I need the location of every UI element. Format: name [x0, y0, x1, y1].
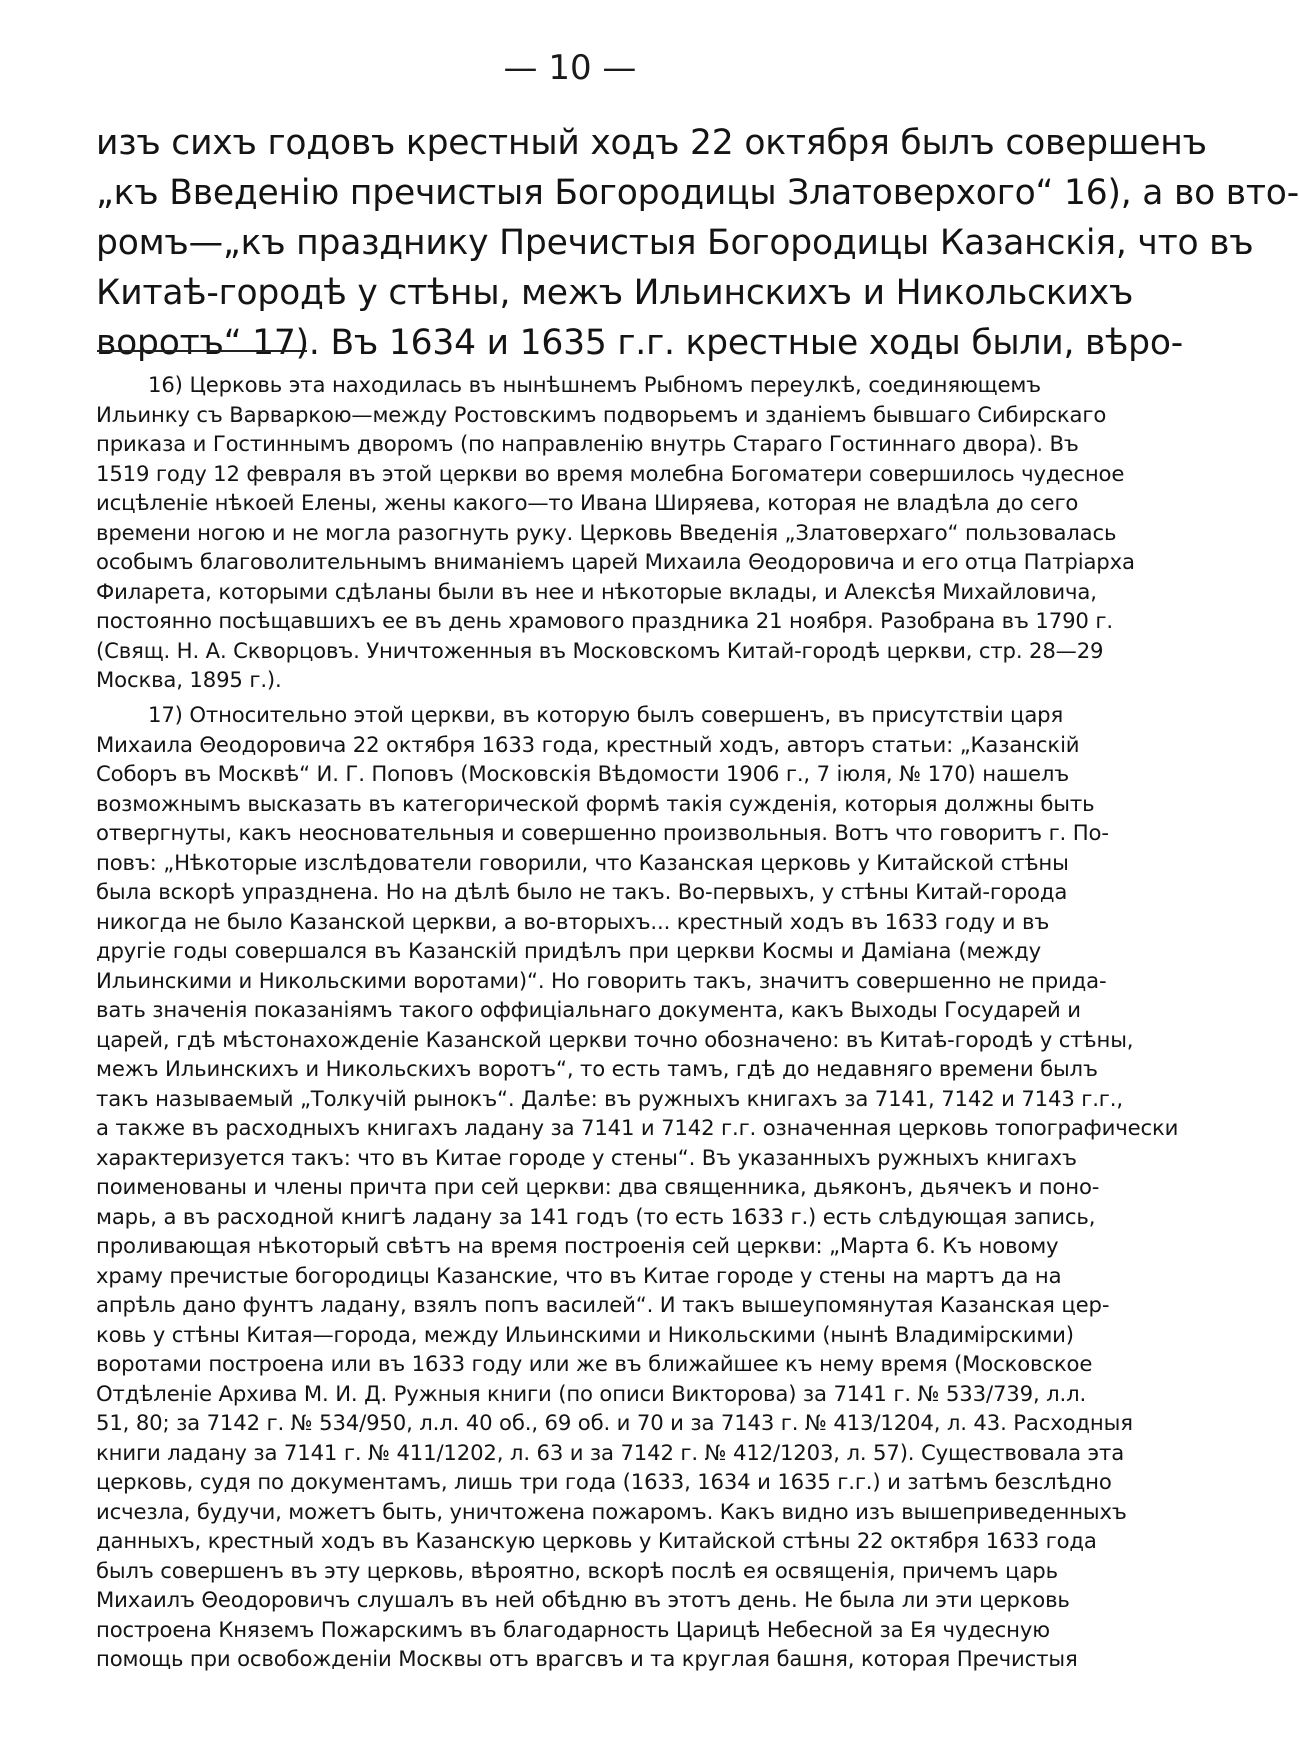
- footnote-line: приказа и Гостиннымъ дворомъ (по направленію внутрь Стараго Гостиннаго двора). Въ: [96, 431, 1079, 456]
- footnote-line: царей, гдѣ мѣстонахожденіе Казанской церкви точно обозначено: въ Китаѣ-городѣ у стѣны,: [96, 1026, 1134, 1052]
- footnote-line: 16) Церковь эта находилась въ нынѣшнемъ Рыбномъ переулкѣ, соединяющемъ: [148, 372, 1041, 397]
- footnote-line: характеризуется такъ: что въ Китае городе у стены“. Въ указанныхъ ружныхъ книгахъ: [96, 1144, 1077, 1170]
- footnote-line: (Свящ. Н. А. Скворцовъ. Уничтоженныя въ Московскомъ Китай-городѣ церкви, стр. 28—29: [96, 637, 1104, 663]
- footnote-line: данныхъ, крестный ходъ въ Казанскую церковь у Китайской стѣны 22 октября 1633 года: [96, 1528, 1097, 1553]
- footnote-line: постоянно посѣщавшихъ ее въ день храмового праздника 21 ноября. Разобрана въ 1790 г.: [96, 608, 1113, 633]
- footnote-line: межъ Ильинскихъ и Никольскихъ воротъ“, то есть тамъ, гдѣ до недавняго времени былъ: [96, 1056, 1098, 1081]
- footnote-line: апрѣль дано фунтъ ладану, взялъ попъ василей“. И такъ вышеупомянутая Казанская цер-: [96, 1292, 1110, 1317]
- footnote-line: былъ совершенъ въ эту церковь, вѣроятно, вскорѣ послѣ ея освященія, причемъ царь: [96, 1557, 1058, 1583]
- footnote-line: 17) Относительно этой церкви, въ которую былъ совершенъ, въ присутствіи царя: [148, 702, 1064, 727]
- footnote-line: марь, а въ расходной книгѣ ладану за 141 годъ (то есть 1633 г.) есть слѣдующая запись,: [96, 1203, 1096, 1229]
- footnote-line: а также въ расходныхъ книгахъ ладану за 7141 и 7142 г.г. означенная церковь топографически: [96, 1115, 1179, 1140]
- footnote-line: Москва, 1895 г.).: [96, 667, 282, 692]
- footnote-line: исчезла, будучи, можетъ быть, уничтожена пожаромъ. Какъ видно изъ вышеприведенныхъ: [96, 1498, 1127, 1524]
- footnote-line: ковь у стѣны Китая—города, между Ильинскими и Никольскими (нынѣ Владимірскими): [96, 1321, 1074, 1347]
- footnote-line: была вскорѣ упразднена. Но на дѣлѣ было не такъ. Во-первыхъ, у стѣны Китай-города: [96, 879, 1068, 904]
- text-line: ромъ—„къ празднику Пречистыя Богородицы Казанскія, что въ: [96, 223, 1254, 263]
- text-line: Китаѣ-городѣ у стѣны, межъ Ильинскихъ и Никольскихъ: [96, 273, 1134, 313]
- footnote-line: построена Княземъ Пожарскимъ въ благодарность Царицѣ Небесной за Ея чудесную: [96, 1616, 1050, 1642]
- footnote-line: возможнымъ высказать въ категорической формѣ такія сужденія, которыя должны быть: [96, 790, 1095, 816]
- footnote-divider: [97, 350, 307, 352]
- footnote-line: церковь, судя по документамъ, лишь три года (1633, 1634 и 1635 г.г.) и затѣмъ безслѣдно: [96, 1469, 1112, 1494]
- footnote-line: такъ называемый „Толкучій рынокъ“. Далѣе: въ ружныхъ книгахъ за 7141, 7142 и 7143 г.г.,: [96, 1085, 1123, 1111]
- main-text: [96, 118, 1299, 368]
- text-line: воротъ“ 17). Въ 1634 и 1635 г.г. крестные ходы были, вѣро-: [96, 323, 1184, 363]
- footnote-line: поименованы и члены причта при сей церкви: два священника, дьяконъ, дьячекъ и поно-: [96, 1174, 1100, 1199]
- footnote-line: вать значенія показаніямъ такого оффиціальнаго документа, какъ Выходы Государей и: [96, 997, 1081, 1022]
- footnote-line: 51, 80; за 7142 г. № 534/950, л.л. 40 об., 69 об. и 70 и за 7143 г. № 413/1204, л. 43. Расходныя: [96, 1410, 1133, 1435]
- footnote-line: времени ногою и не могла разогнуть руку. Церковь Введенія „Златоверхаго“ пользовалась: [96, 519, 1117, 545]
- footnote-line: Михаилъ Θеодоровичъ слушалъ въ ней обѣдню въ этотъ день. Не была ли эти церковь: [96, 1587, 1070, 1612]
- text-line: „къ Введенію пречистыя Богородицы Златоверхого“ 16), а во вто-: [96, 173, 1299, 213]
- text-line: изъ сихъ годовъ крестный ходъ 22 октября былъ совершенъ: [96, 123, 1207, 163]
- footnote-line: Отдѣленіе Архива М. И. Д. Ружныя книги (по описи Викторова) за 7141 г. № 533/739, л.л.: [96, 1380, 1087, 1406]
- footnote-line: исцѣленіе нѣкоей Елены, жены какого—то Ивана Ширяева, которая не владѣла до сего: [96, 490, 1079, 515]
- footnote-16: [96, 370, 1135, 695]
- footnote-line: отвергнуты, какъ неосновательныя и совершенно произвольныя. Вотъ что говоритъ г. По-: [96, 820, 1109, 845]
- footnote-line: повъ: „Нѣкоторые изслѣдователи говорили, что Казанская церковь у Китайской стѣны: [96, 849, 1069, 875]
- footnote-line: воротами построена или въ 1633 году или же въ ближайшее къ нему время (Московское: [96, 1351, 1093, 1376]
- footnote-line: Михаила Θеодоровича 22 октября 1633 года, крестный ходъ, авторъ статьи: „Казанскій: [96, 731, 1080, 757]
- footnote-line: храму пречистые богородицы Казанские, что въ Китае городе у стены на мартъ да на: [96, 1262, 1062, 1288]
- footnote-line: книги ладану за 7141 г. № 411/1202, л. 63 и за 7142 г. № 412/1203, л. 57). Существовала эта: [96, 1439, 1125, 1465]
- footnote-line: Филарета, которыми сдѣланы были въ нее и нѣкоторые вклады, и Алексѣя Михайловича,: [96, 578, 1097, 604]
- footnote-line: Соборъ въ Москвѣ“ И. Г. Поповъ (Московскія Вѣдомости 1906 г., 7 іюля, № 170) нашелъ: [96, 761, 1070, 786]
- footnote-line: Ильинскими и Никольскими воротами)“. Но говорить такъ, значитъ совершенно не прида-: [96, 967, 1107, 993]
- footnote-17: [96, 700, 1179, 1674]
- footnote-line: никогда не было Казанской церкви, а во-вторыхъ... крестный ходъ въ 1633 году и въ: [96, 908, 1050, 934]
- footnote-line: другіе годы совершался въ Казанскій придѣлъ при церкви Космы и Даміана (между: [96, 938, 1041, 963]
- footnote-line: особымъ благоволительнымъ вниманіемъ царей Михаила Θеодоровича и его отца Патріарха: [96, 549, 1135, 574]
- page-number: — 10 —: [503, 48, 637, 88]
- footnote-line: помощь при освобожденіи Москвы отъ врагсвъ и та круглая башня, которая Пречистыя: [96, 1646, 1078, 1671]
- footnote-line: проливающая нѣкоторый свѣтъ на время построенія сей церкви: „Марта 6. Къ новому: [96, 1233, 1059, 1258]
- footnote-line: Ильинку съ Варваркою—между Ростовскимъ подворьемъ и зданіемъ бывшаго Сибирскаго: [96, 401, 1107, 427]
- footnote-line: 1519 году 12 февраля въ этой церкви во время молебна Богоматери совершилось чудесное: [96, 460, 1125, 486]
